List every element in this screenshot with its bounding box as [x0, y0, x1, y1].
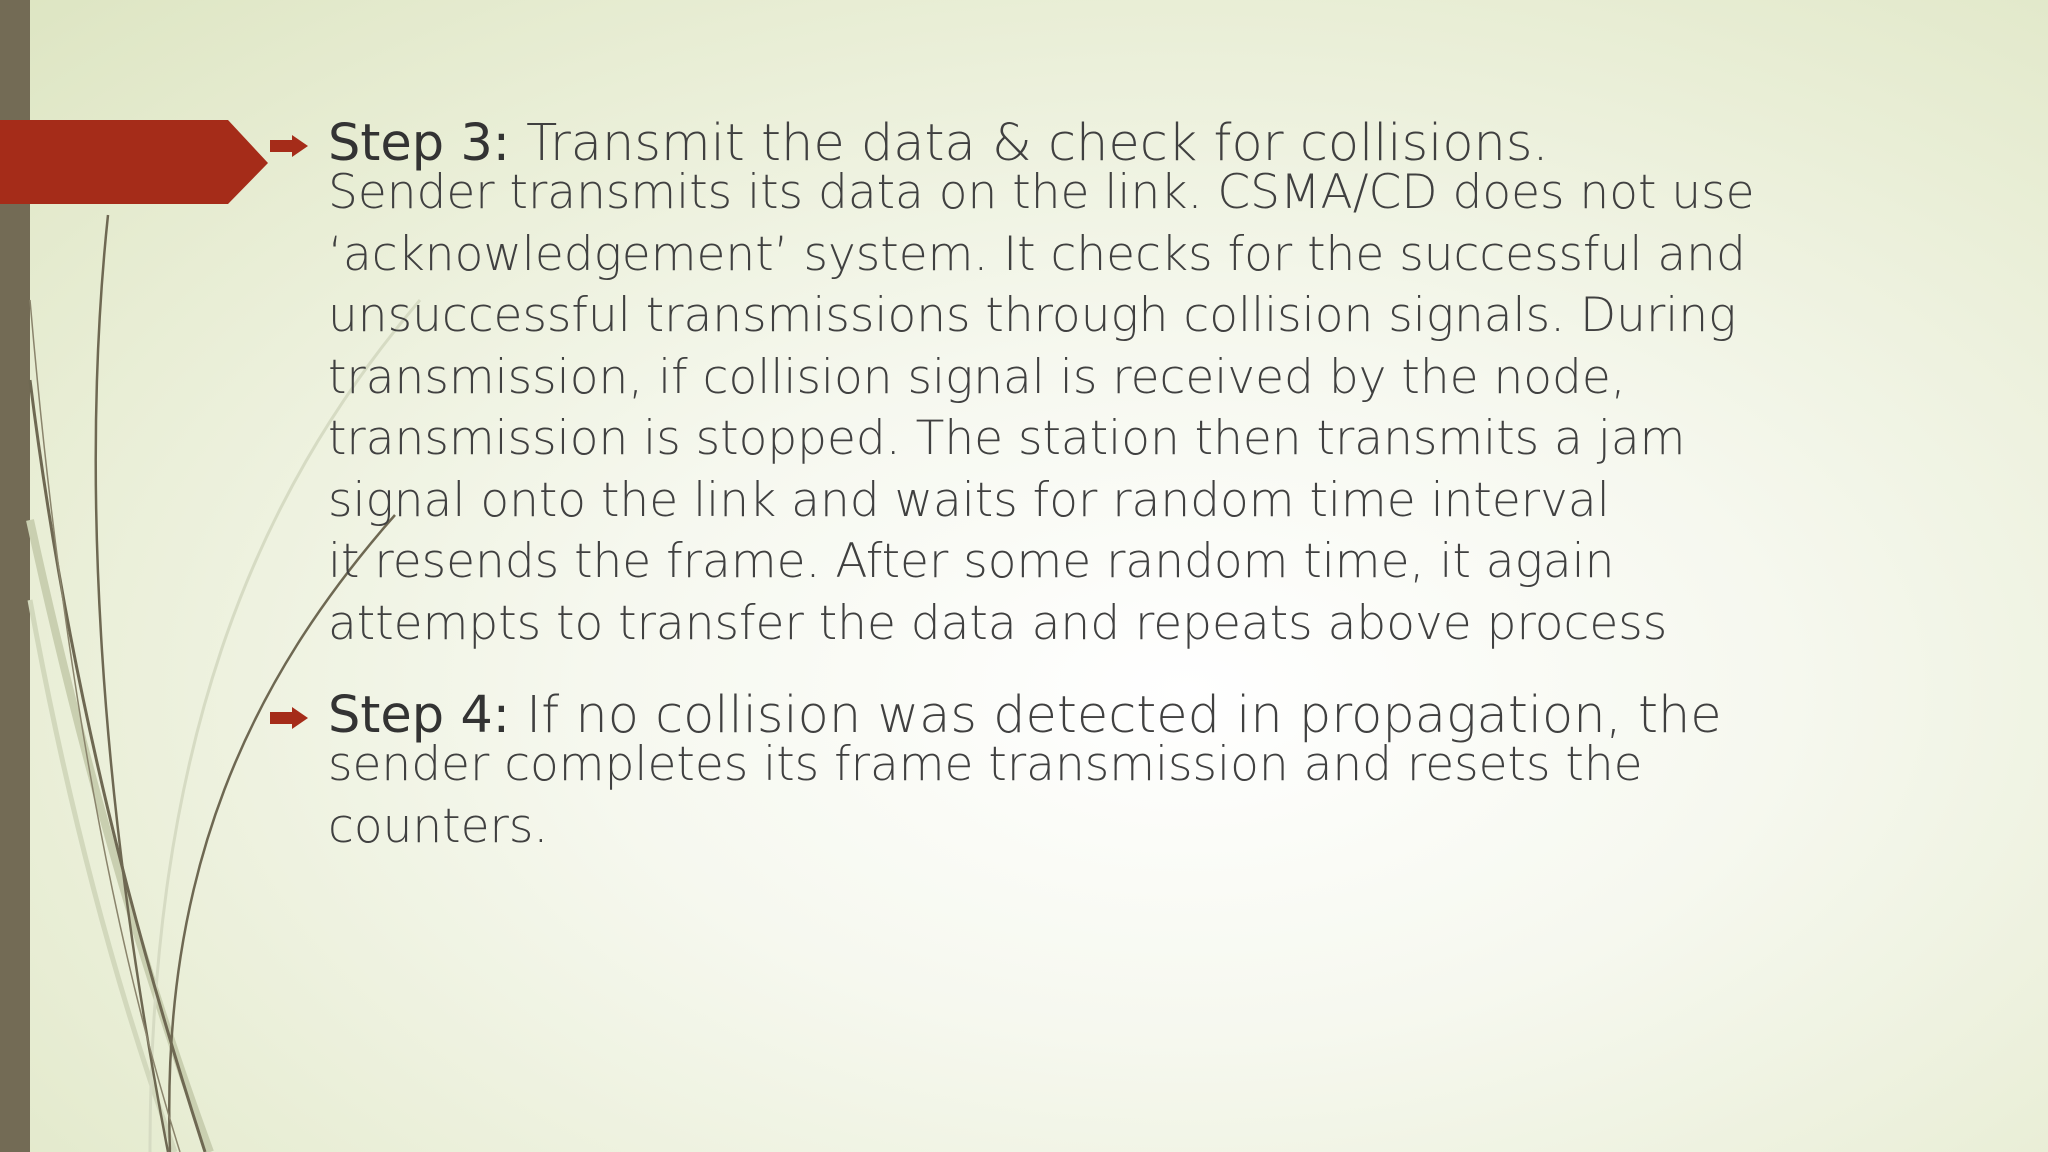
- body-line: ‘acknowledgement’ system. It checks for the successful and: [328, 226, 1746, 282]
- bullet-step-4: [270, 686, 1770, 857]
- body-line: it resends the frame. After some random time, it again: [328, 534, 1615, 589]
- step-3-body: [328, 162, 1770, 654]
- step-4-body: [328, 734, 1770, 857]
- step-3-label: Step 3:: [328, 114, 510, 173]
- body-line: unsuccessful transmissions through collision signals. During: [328, 288, 1737, 343]
- curve-dark-2: [96, 215, 168, 1152]
- body-line: transmission, if collision signal is received by the node,: [328, 349, 1626, 405]
- body-line: attempts to transfer the data and repeats above process: [328, 595, 1668, 651]
- slide-content: [270, 114, 1770, 857]
- body-line: signal onto the link and waits for random time interval: [328, 472, 1610, 528]
- curve-dark-1: [30, 380, 205, 1152]
- step-4-title: If no collision was detected in propagation, the: [509, 686, 1722, 745]
- step-3-title: Transmit the data & check for collisions.: [509, 114, 1549, 173]
- body-line: transmission is stopped. The station then transmits a jam: [328, 411, 1686, 466]
- bullet-step-3: [270, 114, 1770, 654]
- title-accent-arrow: [0, 120, 268, 204]
- body-line: Sender transmits its data on the link. CSMA/CD does not use: [328, 165, 1755, 220]
- arrow-bullet-icon: [270, 135, 308, 157]
- body-line: counters.: [328, 798, 549, 854]
- arrow-bullet-icon: [270, 707, 308, 729]
- step-4-label: Step 4:: [328, 686, 510, 745]
- body-line: sender completes its frame transmission and resets the: [328, 737, 1643, 792]
